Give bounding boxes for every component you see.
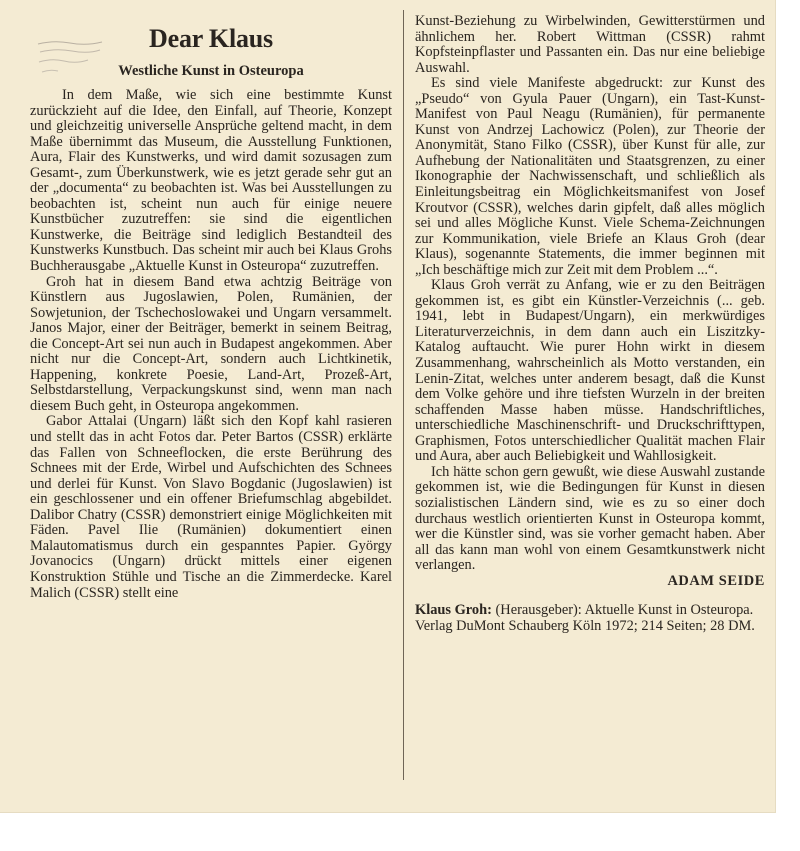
paragraph-2: Groh hat in diesem Band etwa achtzig Beiträge von Künstlern aus Jugoslawien, Polen, Rumänien, der Sowjetunion, der Tschechoslowakei und Ungarn versammelt. Janos Major, einer der Beiträger, bemerkt in seinem Beitrag, die Concept-Art sei nun auch in Budapest angekommen. Aber nicht nur die Concept-Art, sondern auch Lichtkinetik, Happening, konkrete Poesie, Land-Art, Prozeß-Art, Selbstdarstellung, Verpackungskunst sind, wenn man nach diesem Buch geht, in Osteuropa angekommen.	[30, 273, 392, 414]
author-signature: ADAM SEIDE	[667, 572, 765, 589]
bibliography	[415, 603, 765, 634]
subheadline: Westliche Kunst in Osteuropa	[118, 63, 304, 79]
paragraph-5: Klaus Groh verrät zu Anfang, wie er zu den Beiträgen gekommen ist, es gibt ein Künstler-Verzeichnis (... geb. 1941, lebt in Budapest/Ungarn), ein merkwürdiges Literaturverzeichnis, in dem dann auch ein Liszitzky-Katalog auftaucht. Wie purer Hohn wirkt in diesem Zusammenhang, wahrscheinlich als Motto verstanden, ein Lenin-Zitat, welches unter anderem besagt, daß die Kunst dem Volke gehöre und ihre tiefsten Wurzeln in der breiten schaffenden Masse haben müsse. Handschriftliches, unterschiedliche Maschinenschrift- und Druckschrifttypen, Graphismen, Fotos unterschiedlicher Qualität machen Flair und Aura, aber auch Beliebigkeit und Wahllosigkeit.	[415, 277, 765, 465]
paragraph-4: Es sind viele Manifeste abgedruckt: zur Kunst des „Pseudo“ von Gyula Pauer (Ungarn), ein Tast-Kunst-Manifest von Paul Neagu (Rumänien), für permanente Kunst von Andrzej Lachowicz (Polen), zur Theorie der Anonymität, Stano Filko (CSSR), über Kunst für alle, zur Aufhebung der Nationalitäten und Staatsgrenzen, zu einer Ikonographie der Nachwissenschaft, und schließlich als Einleitungsbeitrag ein Möglichkeitsmanifest von Josef Kroutvor (CSSR), welches darin gipfelt, daß alles möglich sei und alles Mögliche Kunst. Viele Schema-Zeichnungen zur Kommunikation, viele Briefe an Klaus Groh (dear Klaus), sogenannte Statements, die immer beginnen mit „Ich beschäftige mich zur Zeit mit dem Problem ...“.	[415, 75, 765, 278]
paragraph-3-continued: Kunst-Beziehung zu Wirbelwinden, Gewitterstürmen und ähnlichem her. Robert Wittman (CSSR) rahmt Kopfsteinpflaster und Passanten ein. Das nur eine beliebige Auswahl.	[415, 13, 765, 76]
left-column	[30, 14, 392, 601]
paragraph-1: In dem Maße, wie sich eine bestimmte Kunst zurückzieht auf die Idee, den Einfall, auf Theorie, Konzept und gleichzeitig universelle Ansprüche geltend macht, in dem Maße übernimmt das Museum, die Ausstellung Funktionen, Aura, Flair des Kunstwerks, und wird damit sozusagen zum Gesamt-, zum Überkunstwerk, wie es jetzt gerade sehr gut an der „documenta“ zu beobachten ist. Was bei Ausstellungen zu beobachten ist, scheint nun auch für einige neuere Kunstbücher zuzutreffen: sie sind die eigentlichen Kunstwerke, die Beiträge sind lediglich Bestandteil des Kunstwerks Kunstbuch. Das scheint mir auch bei Klaus Grohs Buchherausgabe „Aktuelle Kunst in Osteuropa“ zuzutreffen.	[30, 87, 392, 275]
bibliography-editor: Klaus Groh:	[415, 602, 492, 619]
paragraph-3: Gabor Attalai (Ungarn) läßt sich den Kopf kahl rasieren und stellt das in acht Fotos dar. Peter Bartos (CSSR) erklärte das Fallen von Schneeflocken, die erste Berührung des Schnees mit der Erde, Wirbel und Aufschichten des Schnees und derlei für Kunst. Von Slavo Bogdanic (Jugoslawien) ist ein geschlossener und ein offener Briefumschlag abgebildet. Dalibor Chatry (CSSR) demonstriert einige Möglichkeiten mit Fäden. Pavel Ilie (Rumänien) dokumentiert einen Malautomatismus durch ein gespanntes Papier. György Jovanocics (Ungarn) drückt mittels einer eigenen Konstruktion Stühle und Tische an die Zimmerdecke. Karel Malich (CSSR) stellt eine	[30, 413, 392, 601]
bibliography-details: (Herausgeber): Aktuelle Kunst in Osteuropa. Verlag DuMont Schauberg Köln 1972; 214 Seiten; 28 DM.	[415, 602, 755, 634]
headline: Dear Klaus	[149, 24, 273, 53]
column-divider	[403, 10, 404, 780]
paragraph-6: Ich hätte schon gern gewußt, wie diese Auswahl zustande gekommen ist, wie die Bedingungen für Kunst in diesen sozialistischen Ländern sind, wie es zu so einer doch durchaus westlich orientierten Kunst in Osteuropa kommt, wer die Künstler sind, was sie vorher gemacht haben. Aber all das kann man wohl von einem Gesamtkunstwerk nicht verlangen.	[415, 463, 765, 574]
right-column	[415, 14, 765, 634]
